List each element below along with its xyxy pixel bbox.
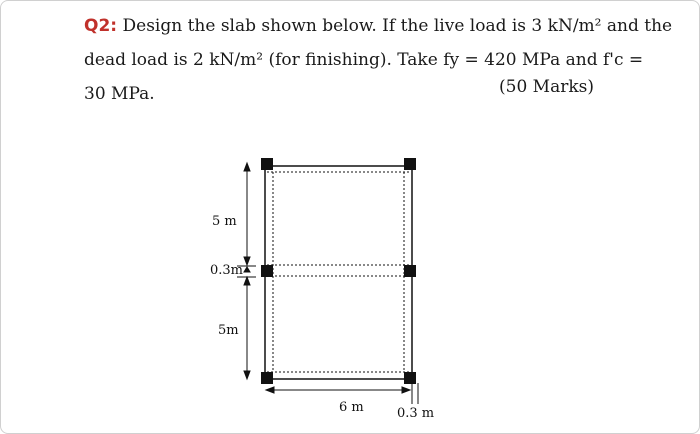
question-line-1-text: Design the slab shown below. If the live load is 3 kN/m² and the <box>117 16 673 36</box>
dim-label-width: 6 m <box>339 400 364 415</box>
dim-label-column: 0.3 m <box>397 406 435 421</box>
column-bottom-right <box>404 372 416 384</box>
column-bottom-left <box>261 372 273 384</box>
column-top-right <box>404 158 416 170</box>
column-mid-right <box>404 265 416 277</box>
dim-label-beam: 0.3m <box>210 263 244 278</box>
column-mid-left <box>261 265 273 277</box>
slab-outline <box>265 164 412 381</box>
question-line-2: dead load is 2 kN/m² (for finishing). Take fy = 420 MPa and f'c = <box>84 50 644 70</box>
dim-label-top-span: 5 m <box>212 214 237 229</box>
column-top-left <box>261 158 273 170</box>
question-label: Q2: <box>84 16 118 36</box>
dim-label-bottom-span: 5m <box>218 323 239 338</box>
question-line-3: 30 MPa. <box>84 84 155 104</box>
marks-label: (50 Marks) <box>499 77 594 97</box>
